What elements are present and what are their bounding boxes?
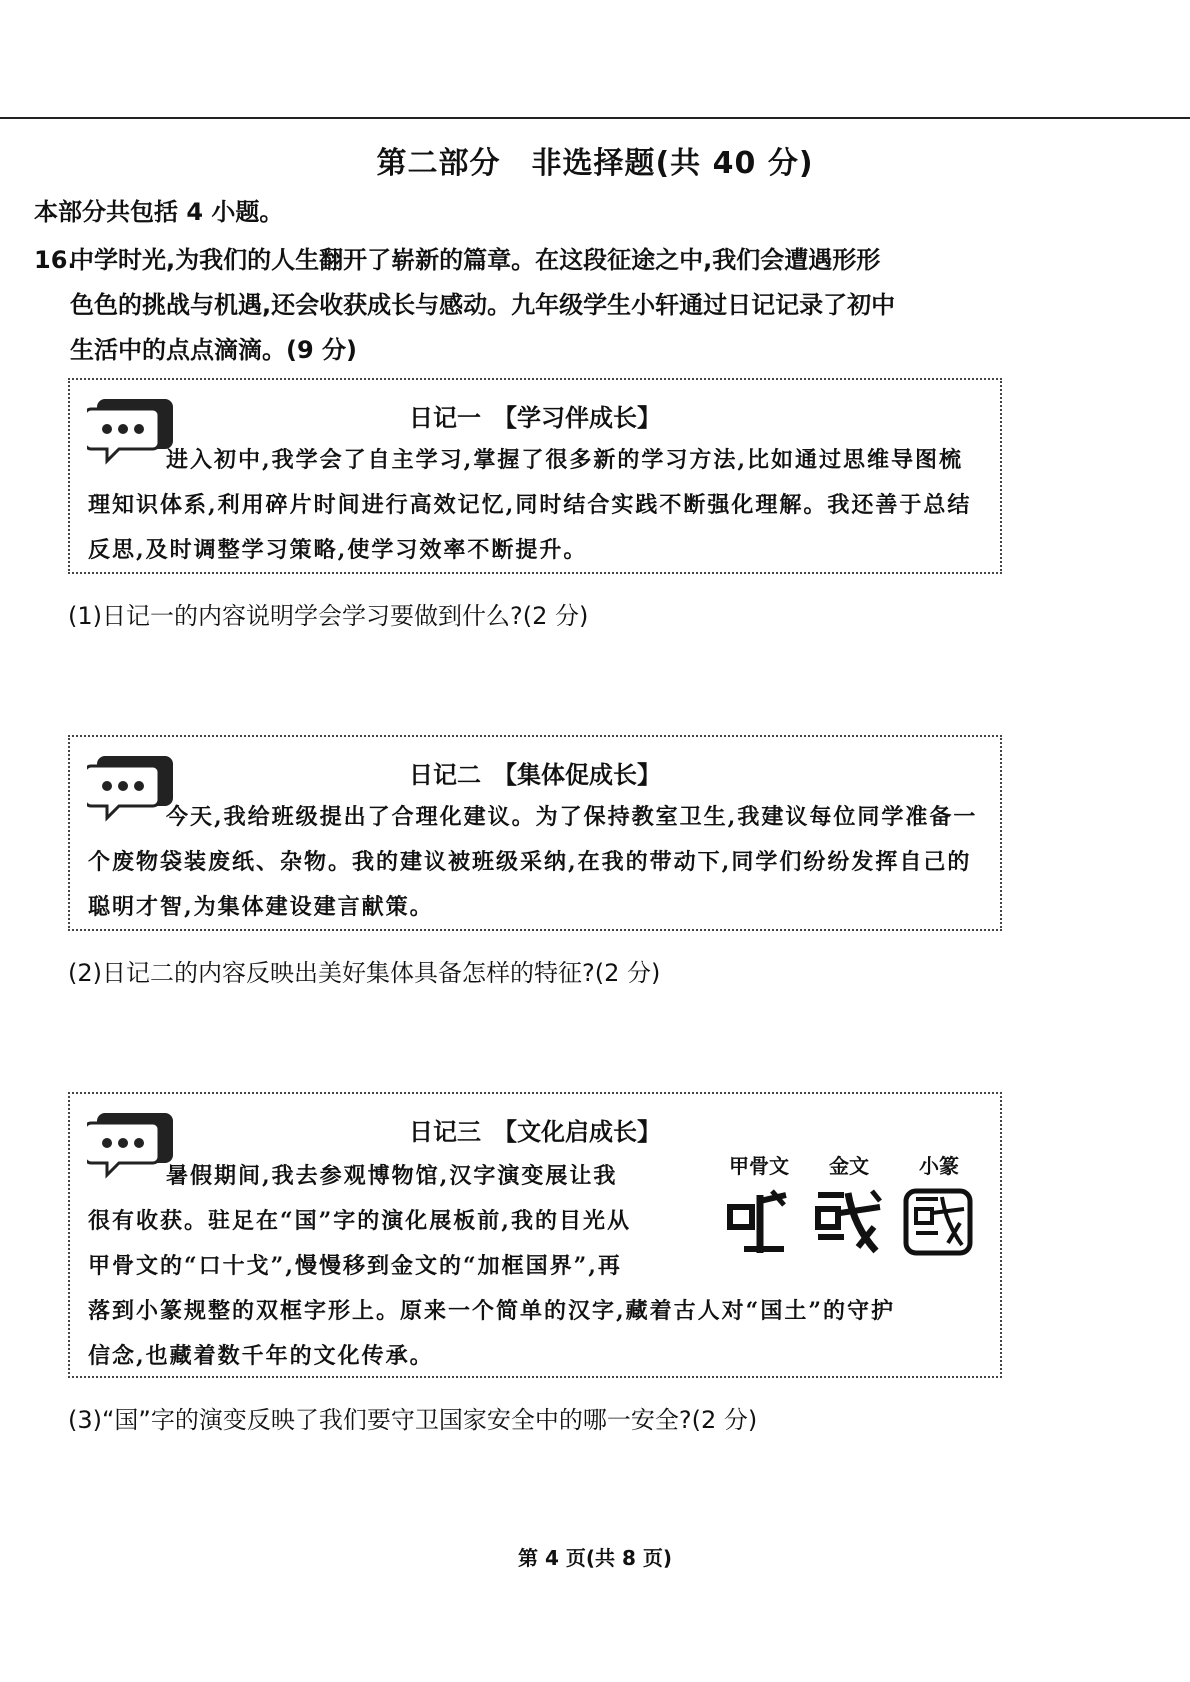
diary-2-heading: 日记二 【集体促成长】 <box>409 761 661 789</box>
diary-3-line-2: 很有收获。驻足在“国”字的演化展板前,我的目光从 <box>88 1208 631 1234</box>
sub-question-2: (2)日记二的内容反映出美好集体具备怎样的特征?(2 分) <box>68 959 661 987</box>
question-16 <box>34 238 1004 373</box>
sub-question-1: (1)日记一的内容说明学会学习要做到什么?(2 分) <box>68 602 589 630</box>
diary-3-heading: 日记三 【文化启成长】 <box>409 1118 661 1146</box>
question-line-2: 色色的挑战与机遇,还会收获成长与感动。九年级学生小轩通过日记记录了初中 <box>70 291 896 319</box>
diary-1-text: 进入初中,我学会了自主学习,掌握了很多新的学习方法,比如通过思维导图梳理知识体系,利用碎片时间进行高效记忆,同时结合实践不断强化理解。我还善于总结反思,及时调整学习策略,使学习效率不断提升。 <box>88 447 972 563</box>
diary-3-line-3: 甲骨文的“口十戈”,慢慢移到金文的“加框国界”,再 <box>88 1253 622 1279</box>
section-title: 第二部分 非选择题(共 40 分) <box>376 146 814 181</box>
diary-1-box <box>68 378 1002 574</box>
diary-3-line-5: 信念,也藏着数千年的文化传承。 <box>88 1343 434 1369</box>
sub-question-3: (3)“国”字的演变反映了我们要守卫国家安全中的哪一安全?(2 分) <box>68 1406 758 1434</box>
question-line-3: 生活中的点点滴滴。(9 分) <box>70 336 357 364</box>
oracle-bone-guo-glyph <box>724 1187 794 1257</box>
diary-3-line-1: 暑假期间,我去参观博物馆,汉字演变展让我 <box>166 1163 618 1189</box>
question-number: 16. <box>34 246 77 274</box>
small-seal-label: 小篆 <box>919 1154 959 1178</box>
diary-3-line-4: 落到小篆规整的双框字形上。原来一个简单的汉字,藏着古人对“国土”的守护 <box>88 1298 895 1324</box>
oracle-bone-label: 甲骨文 <box>729 1154 789 1178</box>
diary-1-heading: 日记一 【学习伴成长】 <box>409 404 661 432</box>
bronze-label: 金文 <box>829 1154 869 1178</box>
small-seal-guo-glyph <box>902 1187 976 1257</box>
character-evolution-figure <box>714 1150 982 1280</box>
page-footer: 第 4 页(共 8 页) <box>518 1546 672 1570</box>
section-intro: 本部分共包括 4 小题。 <box>34 198 284 226</box>
top-rule <box>0 117 1190 119</box>
diary-2-text: 今天,我给班级提出了合理化建议。为了保持教室卫生,我建议每位同学准备一个废物袋装废纸、杂物。我的建议被班级采纳,在我的带动下,同学们纷纷发挥自己的聪明才智,为集体建设建言献策。 <box>88 804 978 920</box>
question-line-1: 中学时光,为我们的人生翻开了崭新的篇章。在这段征途之中,我们会遭遇形形 <box>70 246 881 274</box>
diary-2-box <box>68 735 1002 931</box>
bronze-guo-glyph <box>814 1187 884 1257</box>
diary-3-box <box>68 1092 1002 1378</box>
